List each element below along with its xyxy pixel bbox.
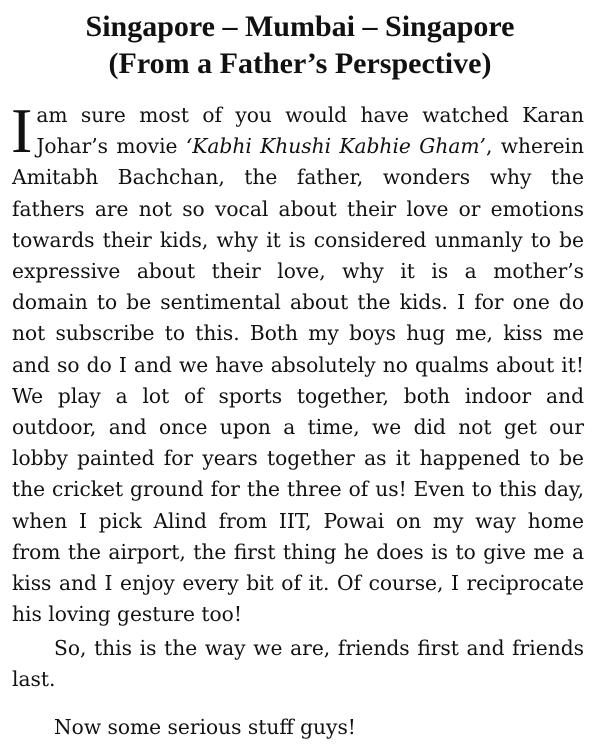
paragraph-1-lead: am sure most of you would have watched Karan Johar’s movie: [36, 103, 584, 159]
paragraph-3: Now some serious stuff guys!: [54, 715, 356, 739]
movie-title: ‘Kabhi Khushi Kabhie Gham’: [185, 134, 486, 159]
paragraph-1-rest: , wherein Amitabh Bachchan, the father, wonders why the fathers are not so vocal about their love or emotions towards their kids, why it is considered unmanly to be expressive about their love, why it is a mother’s domain to be sentimental about the kids. I for one do not subscribe to this. Both my boys hug me, kiss me and so do I and we have absolutely no qualms about it! We play a lot of sports together, both indoor and outdoor, and once upon a time, we did not get our lobby painted for years together as it happened to be the cricket ground for the three of us! Even to this day, when I pick Alind from IIT, Powai on my way home from the airport, the first thing he does is to give me a kiss and I enjoy every bit of it. Of course, I reciprocate his loving gesture too!: [12, 134, 584, 627]
drop-cap: I: [11, 95, 33, 166]
paragraph-2: So, this is the way we are, friends first and friends last.: [12, 636, 584, 692]
chapter-title-line2: (From a Father’s Perspective): [108, 47, 492, 80]
chapter-title-line1: Singapore – Mumbai – Singapore: [85, 10, 515, 43]
paragraph-1: [11, 95, 584, 630]
